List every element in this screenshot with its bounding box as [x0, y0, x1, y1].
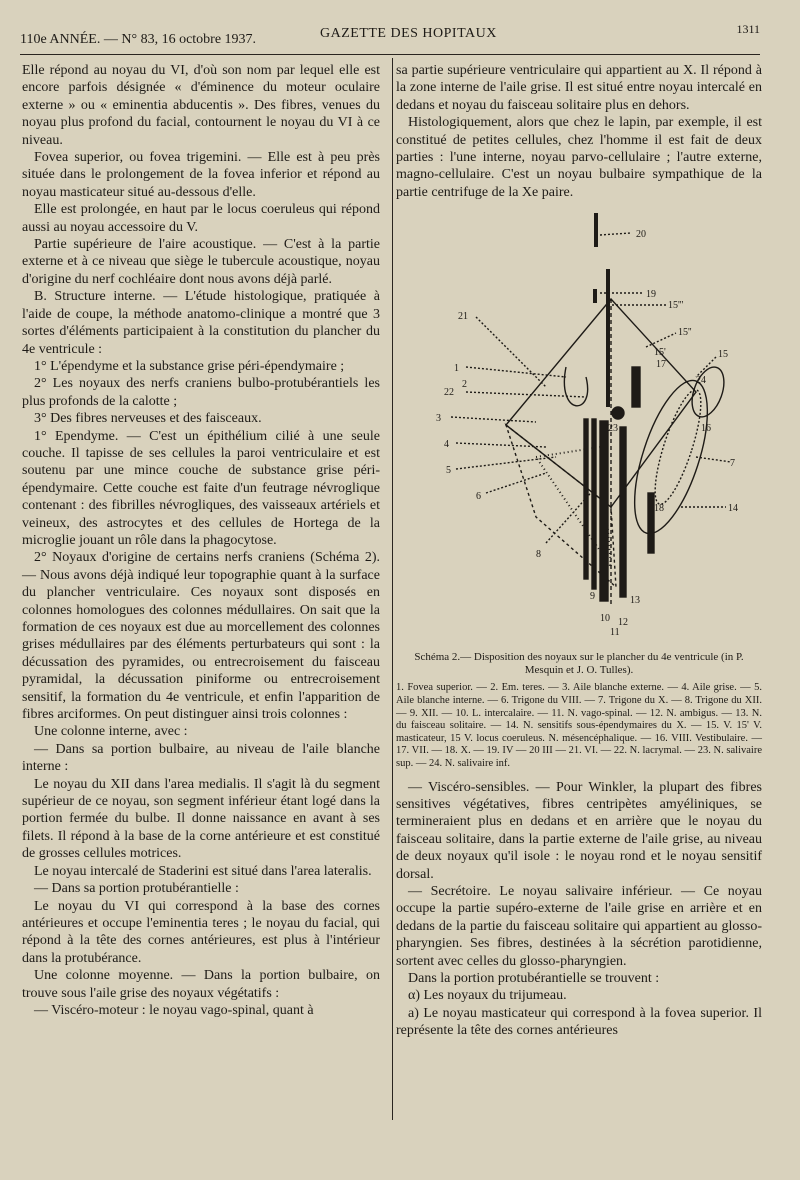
paragraph: 3° Des fibres nerveuses et des faisceaux. [34, 411, 262, 427]
paragraph: B. Structure interne. — L'étude histologique, pratiquée à l'aide de coupe, la méthode anatomo-clinique a montré que 3 sortes d'éléments participaient à la constitution du plancher du 4e ventricule : [22, 289, 380, 357]
diagram-label: 9 [590, 591, 595, 603]
diagram-label: 19 [646, 289, 656, 301]
header-rule [20, 54, 760, 55]
intercalated-nucleus [592, 419, 596, 589]
paragraph: Partie supérieure de l'aire acoustique. — C'est à la partie externe et à ce niveau que siège le tubercule acoustique, noyau d'origine du nerf cochléaire dont nous avons déjà parlé. [22, 237, 380, 287]
diagram-label: 6 [476, 491, 481, 503]
diagram-label: 8 [536, 549, 541, 561]
paragraph: — Dans sa portion protubérantielle : [34, 881, 239, 897]
diagram-label: 15' [654, 347, 666, 359]
diagram-label: 22 [444, 387, 454, 399]
diagram-label: 20 [636, 229, 646, 241]
leader-line [476, 317, 546, 387]
paragraph: Le noyau du VI qui correspond à la base des cornes antérieures et occupe l'eminentia teres ; le noyau du facial, qui répond à la tête des cornes antérieures, est plus à l'intérieur dans la protubérance. [22, 898, 380, 966]
diagram-label: 4 [444, 439, 449, 451]
leader-line [600, 233, 631, 235]
figure-title: Schéma 2.— Disposition des noyaux sur le plancher du 4e ventricule (in P. Mesquin et J. O. Tulles). [414, 651, 744, 676]
paragraph: Le noyau intercalé de Staderini est situé dans l'area lateralis. [34, 863, 372, 879]
paragraph: — Viscéro-moteur : le noyau vago-spinal, quant à [34, 1002, 314, 1018]
header-issue-info: 110e ANNÉE. — N° 83, 16 octobre 1937. [20, 32, 257, 47]
diagram-label: 5 [446, 465, 451, 477]
diagram-label: 13 [630, 595, 640, 607]
hypoglossal-nucleus [584, 419, 588, 579]
diagram-label: 17 [656, 359, 666, 371]
diagram-label: 15'' [678, 327, 692, 339]
paragraph: — Viscéro-sensibles. — Pour Winkler, la plupart des fibres sensitives végétatives, fibres centripètes amyéliniques, se termineraient plus en dedans et en arrière que le noyau du faisceau solitaire, dans la partie externe de l'aile grise, au niveau de deux noyaux qu'il isole : le noyau rond et le noyau sensitif dorsal. [396, 779, 762, 882]
paragraph: sa partie supérieure ventriculaire qui appartient au X. Il répond à la zone interne de l'aile grise. Il est situé entre noyau intercalé en dedans et noyau du faisceau solitaire plus en dehors. [396, 63, 762, 113]
diagram-label: 2 [462, 379, 467, 391]
paragraph: Fovea superior, ou fovea trigemini. — Elle est à peu près située dans le prolongement de la fovea inferior et répond au noyau masticateur situé au-dessous d'elle. [22, 150, 380, 200]
paragraph: 2° Les noyaux des nerfs craniens bulbo-protubérantiels les plus profonds de la calotte ; [22, 376, 380, 409]
leader-line [696, 457, 731, 462]
diagram-label: 3 [436, 413, 441, 425]
left-column [22, 62, 380, 1019]
paragraph: Le noyau du XII dans l'area medialis. Il s'agit là du segment supérieur de ce noyau, son segment inférieur étant logé dans la portion fermée du bulbe. Il donne naissance en avant à ses filets. Il répond à la base de la corne antérieure et est constitué de grosses cellules motrices. [22, 776, 380, 862]
paragraph: α) Les noyaux du trijumeau. [408, 988, 567, 1004]
vago-spinal-nucleus [600, 421, 608, 601]
paragraph: Histologiquement, alors que chez le lapin, par exemple, il est constitué de petites cellules, chez l'homme il est fait de deux parties : l'une interne, noyau parvo-cellulaire ; l'autre externe, magno-cellulaire. C'est un noyau bulbaire sympathique de la partie centrifuge de la Xe paire. [396, 115, 762, 200]
diagram-label: 11 [610, 627, 620, 639]
paragraph: 2° Noyaux d'origine de certains nerfs craniens (Schéma 2). — Nous avons déjà indiqué leur topographie quant à la surface du plancher ventriculaire. Ces noyaux sont disposés en colonnes homologues des colonnes médullaires. On sait que la formation de ces noyaux est due au morcellement des colonnes grises médullaires par des éléments perturbateurs qui sont : la décussation des pyramides, ou entrecroisement du faisceau pyramidal, la décussation piniforme ou entrecroisement sensitif, la formation du 4e ventricule, et enfin l'apparition de fibres arciformes. On peut distinguer ainsi trois colonnes : [22, 550, 380, 723]
paragraph: 1° Ependyme. — C'est un épithélium cilié à une seule couche. Il tapisse de ses cellules la paroi ventriculaire et est soutenu par une mince couche de substance grise péri-épendymaire. Cette couche est faite d'un feutrage névroglique contenant : des fibrilles névrogliques, des vaisseaux artériels et veineux, des astrocytes et des cellules de Hortega de la microglie jouant un rôle dans la phagocytose. [22, 428, 380, 548]
paragraph: Dans la portion protubérantielle se trouvent : [408, 971, 660, 987]
paragraph: — Secrétoire. Le noyau salivaire inférieur. — Ce noyau occupe la partie supéro-externe de l'aile grise en arrière et en dedans de la partie du faisceau solitaire qui appartient au glosso-pharyngien. Ses fibres, destinées à la sécrétion parotidienne, sortent avec celles du glosso-pharyngien. [396, 884, 762, 969]
figure-legend: 1. Fovea superior. — 2. Em. teres. — 3. Aile blanche externe. — 4. Aile grise. — 5. Aile blanche interne. — 6. Trigone du VIII. — 7. Trigone du X. — 8. Trigone du XII. — 9. XII. — 10. L. intercalaire. — 11. N. vago-spinal. — 12. N. ambigus. — 13. N. du faisceau solitaire. — 14. N. sensitifs sous-épendymaires du X. — 15. V. 15' V. masticateur, 15 V. locus coeruleus. N. mésencéphalique. — 16. VIII. Vestibulaire. — 17. VII. — 18. X. — 19. IV — 20 III — 21. VI. — 22. N. lacrymal. — 23. N. salivaire sup. — 24. N. salivaire inf. [396, 682, 762, 769]
sub-ependymal-nucleus [648, 493, 654, 553]
running-header [20, 22, 780, 52]
salivary-nucleus [612, 407, 624, 419]
paragraph: Une colonne moyenne. — Dans la portion bulbaire, on trouve sous l'aile grise des noyaux végétatifs : [22, 968, 380, 1001]
leader-line [456, 457, 556, 469]
facial-genu [564, 367, 587, 406]
schema-2-diagram [396, 207, 766, 647]
paragraph: 1° L'épendyme et la substance grise péri-épendymaire ; [34, 358, 345, 374]
diagram-label: 16 [701, 423, 711, 435]
diagram-label: 18 [654, 503, 664, 515]
column-divider [392, 58, 393, 1120]
diagram-label: 24 [696, 375, 706, 387]
diagram-label: 10 [600, 613, 610, 625]
paragraph: Une colonne interne, avec : [34, 724, 188, 740]
right-column [396, 62, 762, 1040]
diagram-label: 15 [718, 349, 728, 361]
solitary-tract-nucleus [620, 427, 626, 597]
diagram-label: 1 [454, 363, 459, 375]
paragraph: a) Le noyau masticateur qui correspond à la fovea superior. Il représente la tête des cornes antérieures [396, 1005, 762, 1039]
paragraph: Elle répond au noyau du VI, d'où son nom par lequel elle est encore parfois désignée « d'éminence du moteur oculaire externe » ou « eminentia abducentis ». Des fibres, venues du noyau plus profond du facial, contournent le noyau du VI à ce niveau. [22, 63, 380, 148]
diagram-label: 14 [728, 503, 738, 515]
diagram-label: 23 [608, 423, 618, 435]
diagram-label: 21 [458, 311, 468, 323]
header-page-number: 1311 [736, 22, 760, 36]
leader-line [466, 392, 586, 397]
figure-caption [396, 651, 762, 770]
paragraph: — Dans sa portion bulbaire, au niveau de l'aile blanche interne : [22, 741, 380, 775]
leader-line [646, 333, 676, 347]
leader-line [451, 417, 536, 422]
leader-line [486, 473, 546, 493]
facial-nucleus [632, 367, 640, 407]
diagram-label: 15''' [668, 300, 684, 312]
header-journal-title: GAZETTE DES HOPITAUX [320, 26, 497, 41]
diagram-label: 12 [618, 617, 628, 629]
diagram-label: 7 [730, 458, 735, 470]
paragraph: Elle est prolongée, en haut par le locus coeruleus qui répond aussi au noyau accessoire du V. [22, 202, 380, 235]
